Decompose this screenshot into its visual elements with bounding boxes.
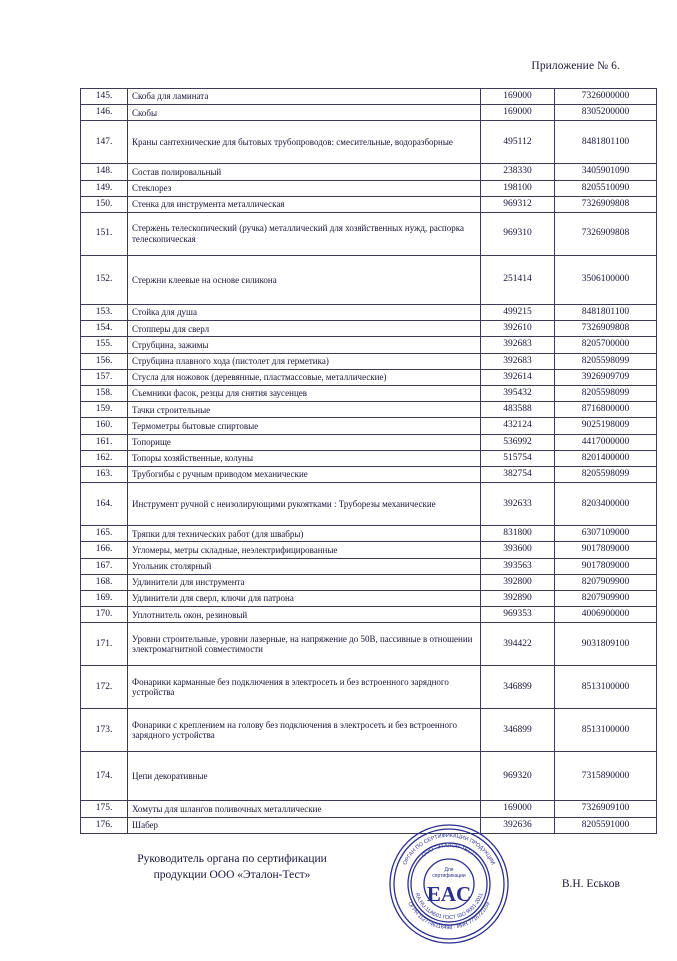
row-product-name: Стопперы для сверл: [128, 321, 481, 337]
row-tnved-code: 9025198009: [555, 418, 657, 434]
row-tnved-code: 3926909709: [555, 369, 657, 385]
row-product-name: Удлинители для сверл, ключи для патрона: [128, 591, 481, 607]
table-row: [81, 752, 657, 801]
row-number: 174.: [81, 752, 128, 801]
row-number: 145.: [81, 89, 128, 105]
table-row: [81, 196, 657, 212]
table-row: [81, 418, 657, 434]
row-tnved-code: 7315890000: [555, 752, 657, 801]
stamp-inner-sub-text: Для: [444, 867, 454, 873]
table-row: [81, 574, 657, 590]
row-product-name: Цепи декоративные: [128, 752, 481, 801]
row-product-name: Шабер: [128, 817, 481, 833]
row-tnved-code: 8205591000: [555, 817, 657, 833]
signature-role-line2: продукции ООО «Эталон-Тест»: [153, 868, 311, 881]
stamp-inner-sub-text-2: сертификации: [432, 873, 466, 879]
table-row: [81, 709, 657, 752]
row-tnved-code: 8205598099: [555, 386, 657, 402]
row-okpd-code: 536992: [481, 434, 555, 450]
row-tnved-code: 8513100000: [555, 709, 657, 752]
row-product-name: Струбцина, зажимы: [128, 337, 481, 353]
row-product-name: Хомуты для шлангов поливочных металлические: [128, 801, 481, 817]
row-product-name: Топорище: [128, 434, 481, 450]
row-tnved-code: 7326909100: [555, 801, 657, 817]
row-product-name: Струбцина плавного хода (пистолет для герметика): [128, 353, 481, 369]
row-tnved-code: 7326909808: [555, 196, 657, 212]
row-okpd-code: 392633: [481, 483, 555, 526]
row-product-name: Уровни строительные, уровни лазерные, на напряжение до 50В, пассивные в отношении электромагнитной совместимости: [128, 623, 481, 666]
row-tnved-code: 9031809100: [555, 623, 657, 666]
row-number: 156.: [81, 353, 128, 369]
row-product-name: Уплотнитель окон, резиновый: [128, 607, 481, 623]
table-row: [81, 105, 657, 121]
table-row: [81, 164, 657, 180]
row-okpd-code: 169000: [481, 89, 555, 105]
row-tnved-code: 8481801100: [555, 121, 657, 164]
signature-role-line1: Руководитель органа по сертификации: [137, 853, 327, 865]
row-okpd-code: 392636: [481, 817, 555, 833]
table-row: [81, 666, 657, 709]
table-row: [81, 526, 657, 542]
stamp-outer-top-text: ОРГАН ПО СЕРТИФИКАЦИИ ПРОДУКЦИИ: [402, 832, 496, 866]
table-row: [81, 558, 657, 574]
row-tnved-code: 8201400000: [555, 450, 657, 466]
row-okpd-code: 392683: [481, 353, 555, 369]
row-okpd-code: 169000: [481, 801, 555, 817]
row-product-name: Трубогибы с ручным приводом механические: [128, 467, 481, 483]
row-number: 160.: [81, 418, 128, 434]
row-okpd-code: 969310: [481, 213, 555, 256]
row-number: 172.: [81, 666, 128, 709]
row-number: 153.: [81, 305, 128, 321]
table-row: [81, 542, 657, 558]
row-number: 152.: [81, 256, 128, 305]
row-okpd-code: 969353: [481, 607, 555, 623]
row-tnved-code: 8481801100: [555, 305, 657, 321]
signatory-name: В.Н. Еськов: [561, 878, 620, 890]
row-tnved-code: 8716800000: [555, 402, 657, 418]
products-table-body: [81, 89, 657, 834]
row-product-name: Фонарики карманные без подключения в электросеть и без встроенного зарядного устройства: [128, 666, 481, 709]
row-okpd-code: 198100: [481, 180, 555, 196]
row-tnved-code: 9017809000: [555, 558, 657, 574]
table-row: [81, 402, 657, 418]
signature-role: [82, 852, 382, 883]
row-number: 175.: [81, 801, 128, 817]
appendix-label: Приложение № 6.: [531, 60, 620, 72]
row-tnved-code: 4006900000: [555, 607, 657, 623]
row-number: 150.: [81, 196, 128, 212]
row-okpd-code: 483588: [481, 402, 555, 418]
table-row: [81, 801, 657, 817]
table-row: [81, 386, 657, 402]
stamp-outer-bottom-text: ОГРН 1127746116498 · ИНН 7716721159: [406, 901, 492, 932]
row-product-name: Удлинители для инструмента: [128, 574, 481, 590]
row-product-name: Скоба для ламината: [128, 89, 481, 105]
eac-mark-text: EAC: [426, 882, 472, 906]
row-okpd-code: 251414: [481, 256, 555, 305]
table-row: [81, 607, 657, 623]
row-product-name: Стеклорез: [128, 180, 481, 196]
row-okpd-code: 394422: [481, 623, 555, 666]
row-number: 151.: [81, 213, 128, 256]
row-number: 159.: [81, 402, 128, 418]
row-okpd-code: 392890: [481, 591, 555, 607]
row-product-name: Термометры бытовые спиртовые: [128, 418, 481, 434]
row-okpd-code: 392614: [481, 369, 555, 385]
row-tnved-code: 4417000000: [555, 434, 657, 450]
row-tnved-code: 8207909900: [555, 591, 657, 607]
row-product-name: Угломеры, метры складные, неэлектрифицированные: [128, 542, 481, 558]
row-product-name: Краны сантехнические для бытовых трубопроводов: смесительные, водоразборные: [128, 121, 481, 164]
row-product-name: Скобы: [128, 105, 481, 121]
row-product-name: Стержень телескопический (ручка) металлический для хозяйственных нужд, распорка телескопическая: [128, 213, 481, 256]
row-okpd-code: 969312: [481, 196, 555, 212]
table-row: [81, 450, 657, 466]
table-row: [81, 213, 657, 256]
row-number: 164.: [81, 483, 128, 526]
row-tnved-code: 3405901090: [555, 164, 657, 180]
row-number: 162.: [81, 450, 128, 466]
row-product-name: Стержни клеевые на основе силикона: [128, 256, 481, 305]
row-tnved-code: 6307109000: [555, 526, 657, 542]
row-number: 148.: [81, 164, 128, 180]
row-number: 161.: [81, 434, 128, 450]
row-product-name: Фонарики с креплением на голову без подключения в электросеть и без встроенного зарядного устройства: [128, 709, 481, 752]
row-okpd-code: 495112: [481, 121, 555, 164]
row-product-name: Стенка для инструмента металлическая: [128, 196, 481, 212]
row-product-name: Съемники фасок, резцы для снятия заусенцев: [128, 386, 481, 402]
row-okpd-code: 515754: [481, 450, 555, 466]
row-number: 165.: [81, 526, 128, 542]
row-tnved-code: 8203400000: [555, 483, 657, 526]
table-row: [81, 305, 657, 321]
table-row: [81, 434, 657, 450]
row-number: 146.: [81, 105, 128, 121]
row-tnved-code: 8205700000: [555, 337, 657, 353]
table-row: [81, 369, 657, 385]
row-number: 155.: [81, 337, 128, 353]
row-okpd-code: 393563: [481, 558, 555, 574]
row-okpd-code: 395432: [481, 386, 555, 402]
products-table: [80, 88, 657, 834]
row-okpd-code: 392800: [481, 574, 555, 590]
row-okpd-code: 432124: [481, 418, 555, 434]
table-row: [81, 337, 657, 353]
stamp-inner-top-text: ООО "ЭТАЛОН-ТЕСТ": [420, 842, 478, 859]
row-okpd-code: 169000: [481, 105, 555, 121]
table-row: [81, 591, 657, 607]
table-row: [81, 817, 657, 833]
row-tnved-code: 8205598099: [555, 353, 657, 369]
row-number: 170.: [81, 607, 128, 623]
stamp-inner-bottom-text: RA.RU.11АБ01 ГОСТ ISO 9001-2011: [413, 892, 485, 922]
row-product-name: Инструмент ручной с неизолирующими рукоятками : Труборезы механические: [128, 483, 481, 526]
row-tnved-code: 3506100000: [555, 256, 657, 305]
row-tnved-code: 8205510090: [555, 180, 657, 196]
table-row: [81, 483, 657, 526]
row-product-name: Стусла для ножовок (деревянные, пластмассовые, металлические): [128, 369, 481, 385]
certification-stamp: [388, 823, 510, 945]
row-product-name: Угольник столярный: [128, 558, 481, 574]
row-number: 173.: [81, 709, 128, 752]
row-okpd-code: 346899: [481, 666, 555, 709]
row-okpd-code: 969320: [481, 752, 555, 801]
row-tnved-code: 8205598099: [555, 467, 657, 483]
row-number: 149.: [81, 180, 128, 196]
row-tnved-code: 8207909900: [555, 574, 657, 590]
row-tnved-code: 8513100000: [555, 666, 657, 709]
table-row: [81, 89, 657, 105]
row-product-name: Тачки строительные: [128, 402, 481, 418]
row-okpd-code: 382754: [481, 467, 555, 483]
row-tnved-code: 8305200000: [555, 105, 657, 121]
row-tnved-code: 9017809000: [555, 542, 657, 558]
row-product-name: Топоры хозяйственные, колуны: [128, 450, 481, 466]
row-product-name: Состав полировальный: [128, 164, 481, 180]
row-number: 163.: [81, 467, 128, 483]
row-okpd-code: 831800: [481, 526, 555, 542]
row-number: 147.: [81, 121, 128, 164]
table-row: [81, 180, 657, 196]
row-tnved-code: 7326909808: [555, 321, 657, 337]
row-product-name: Тряпки для технических работ (для швабры): [128, 526, 481, 542]
table-row: [81, 467, 657, 483]
row-okpd-code: 238330: [481, 164, 555, 180]
row-product-name: Стойка для душа: [128, 305, 481, 321]
row-okpd-code: 346899: [481, 709, 555, 752]
table-row: [81, 121, 657, 164]
row-number: 158.: [81, 386, 128, 402]
table-row: [81, 353, 657, 369]
table-row: [81, 256, 657, 305]
row-okpd-code: 392610: [481, 321, 555, 337]
row-okpd-code: 392683: [481, 337, 555, 353]
row-number: 154.: [81, 321, 128, 337]
table-row: [81, 321, 657, 337]
row-number: 167.: [81, 558, 128, 574]
row-number: 157.: [81, 369, 128, 385]
row-number: 169.: [81, 591, 128, 607]
row-okpd-code: 499215: [481, 305, 555, 321]
row-number: 176.: [81, 817, 128, 833]
row-number: 166.: [81, 542, 128, 558]
row-number: 168.: [81, 574, 128, 590]
table-row: [81, 623, 657, 666]
row-number: 171.: [81, 623, 128, 666]
row-okpd-code: 393600: [481, 542, 555, 558]
row-tnved-code: 7326909808: [555, 213, 657, 256]
row-tnved-code: 7326000000: [555, 89, 657, 105]
